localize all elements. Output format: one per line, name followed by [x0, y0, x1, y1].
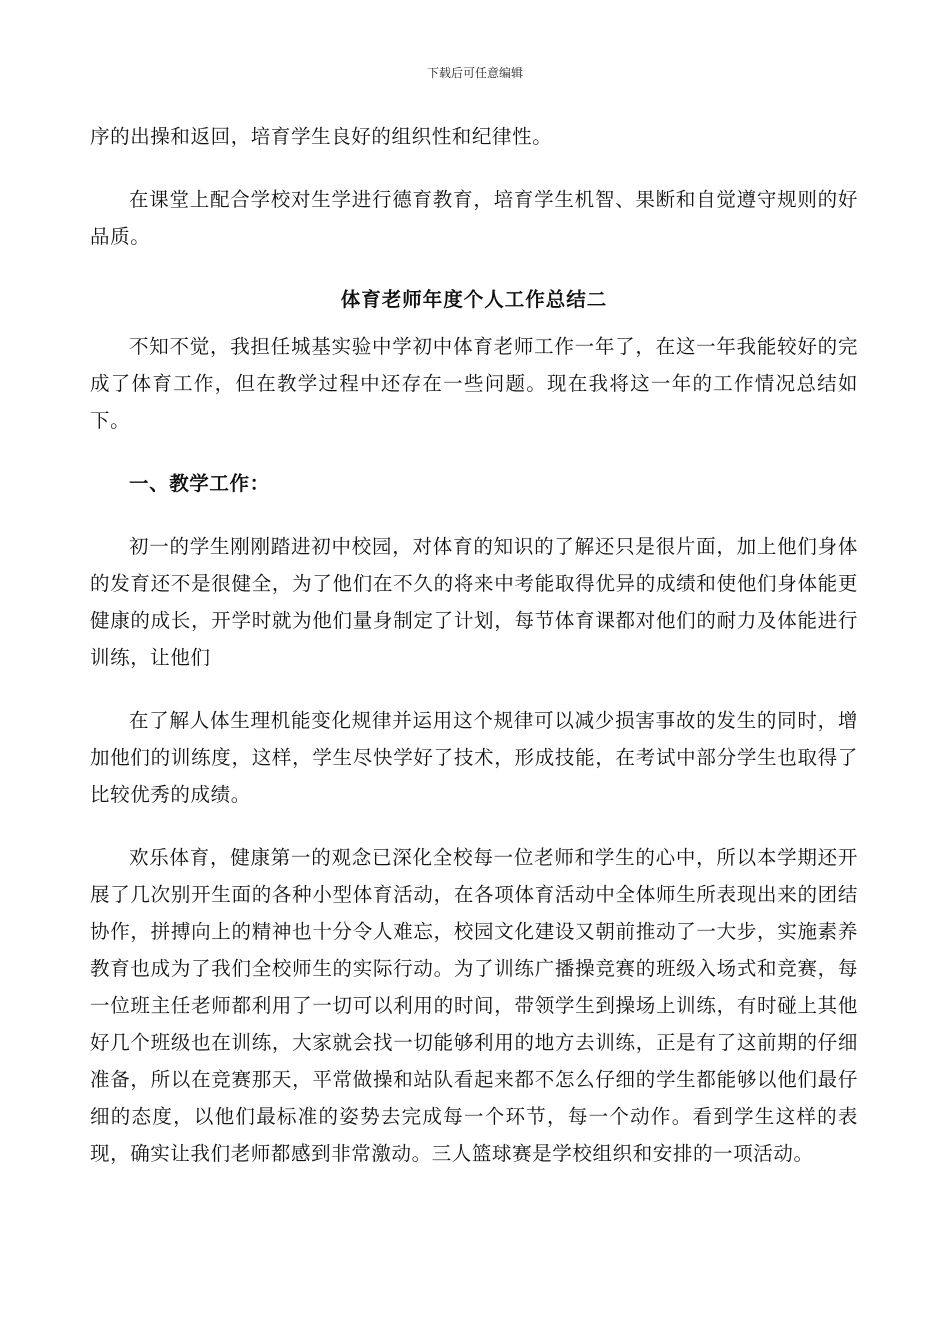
- paragraph-teaching: 初一的学生刚刚踏进初中校园，对体育的知识的了解还只是很片面，加上他们身体的发育还不是很健全，为了他们在不久的将来中考能取得优异的成绩和使他们身体能更健康的成长，开学时就为他们量身制定了计划，每节体育课都对他们的耐力及体能进行训练，让他们: [90, 535, 858, 669]
- paragraph-continued: 序的出操和返回，培育学生良好的组织性和纪律性。: [90, 125, 553, 148]
- paragraph-activities: 欢乐体育，健康第一的观念已深化全校每一位老师和学生的心中，所以本学期还开展了几次别开生面的各种小型体育活动，在各项体育活动中全体师生所表现出来的团结协作，拼搏向上的精神也十分令人难忘，校园文化建设又朝前推动了一大步，实施素养教育也成为了我们全校师生的实际行动。为了训练广播操竞赛的班级入场式和竞赛，每一位班主任老师都利用了一切可以利用的时间，带领学生到操场上训练，有时碰上其他好几个班级也在训练，大家就会找一切能够利用的地方去训练，正是有了这前期的仔细准备，所以在竞赛那天，平常做操和站队看起来都不怎么仔细的学生都能够以他们最仔细的态度，以他们最标准的姿势去完成每一个环节，每一个动作。看到学生这样的表现，确实让我们老师都感到非常激动。三人篮球赛是学校组织和安排的一项活动。: [90, 846, 858, 1165]
- page-header: 下载后可任意编辑: [426, 66, 523, 80]
- paragraph-physiology: 在了解人体生理机能变化规律并运用这个规律可以减少损害事故的发生的同时，增加他们的训练度，这样，学生尽快学好了技术，形成技能，在考试中部分学生也取得了比较优秀的成绩。: [90, 709, 858, 806]
- section-heading: 一、教学工作：: [129, 472, 270, 495]
- paragraph-moral-education: 在课堂上配合学校对生学进行德育教育，培育学生机智、果断和自觉遵守规则的好品质。: [90, 188, 858, 248]
- document-body: [90, 118, 858, 1172]
- document-title: 体育老师年度个人工作总结二: [340, 288, 608, 311]
- paragraph-intro: 不知不觉，我担任城基实验中学初中体育老师工作一年了，在这一年我能较好的完成了体育工作，但在教学过程中还存在一些问题。现在我将这一年的工作情况总结如下。: [90, 335, 858, 432]
